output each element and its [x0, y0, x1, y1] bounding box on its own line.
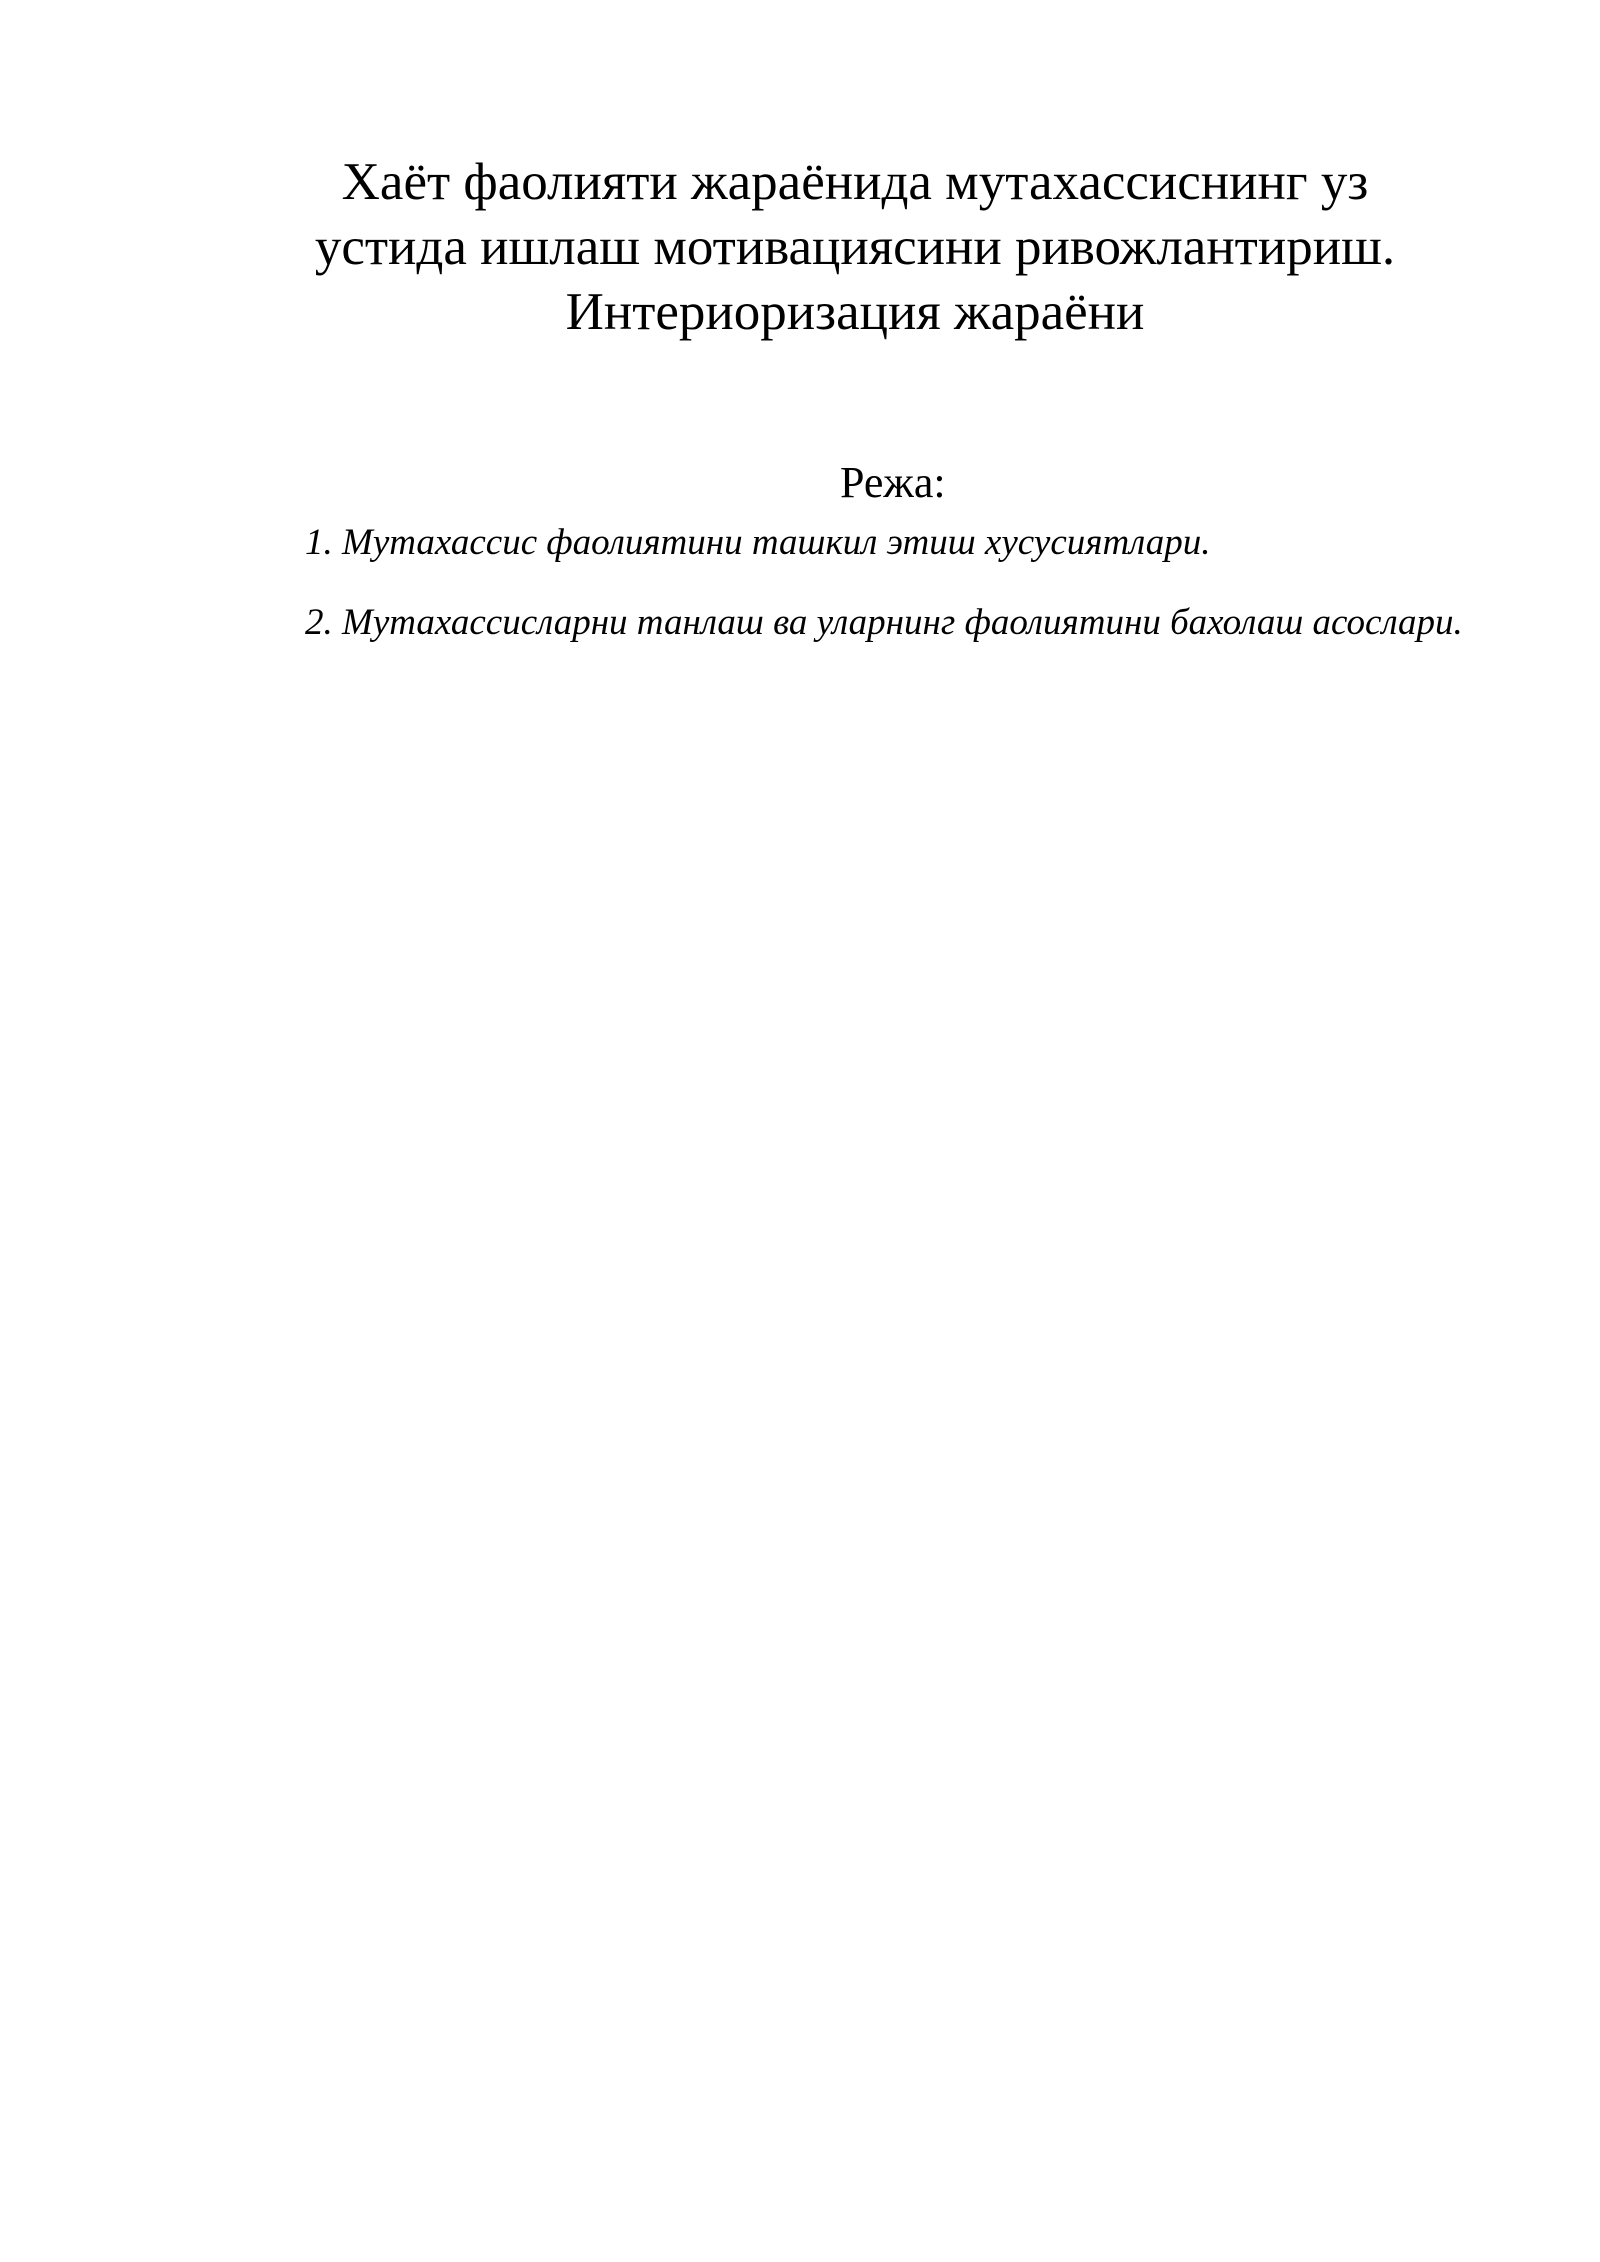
plan-list — [230, 510, 1500, 660]
plan-item: 2. Мутахассисларни танлаш ва уларнинг фаолиятини бахолаш асослари. — [305, 602, 1463, 643]
plan-heading: Режа: — [840, 458, 946, 507]
document-title: Хаёт фаолияти жараёнида мутахассиснинг уз устида ишлаш мотивациясини ривожлантириш. Интериоризация жараёни — [314, 153, 1396, 341]
plan-item: 1. Мутахассис фаолиятини ташкил этиш хусусиятлари. — [305, 522, 1211, 563]
